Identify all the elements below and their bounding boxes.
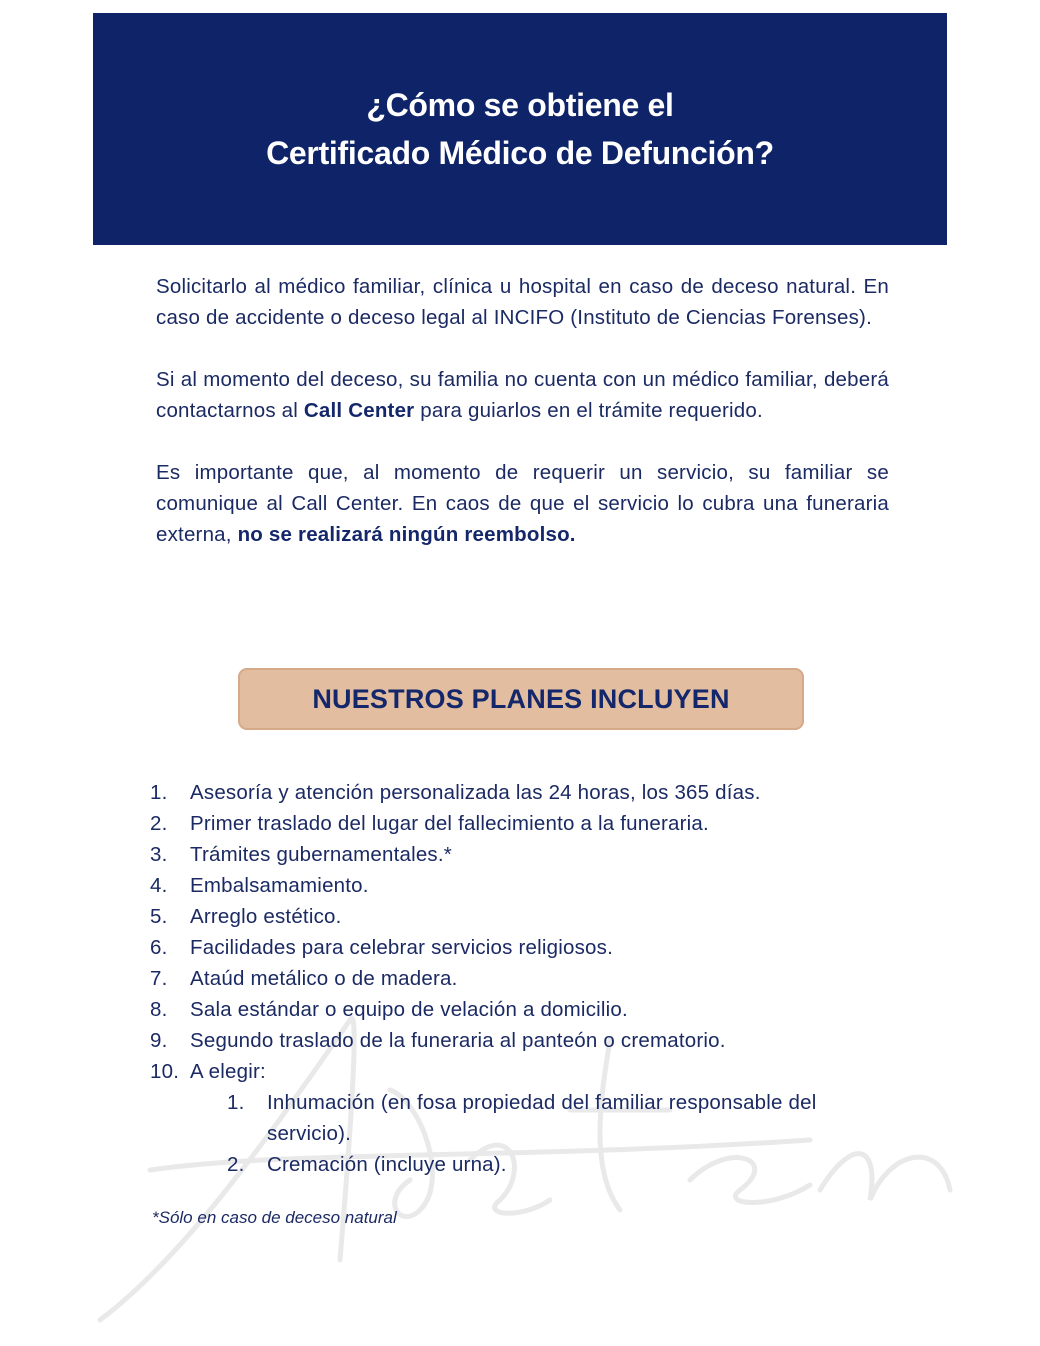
sub-list-item-text: Inhumación (en fosa propiedad del familiar responsable del servicio). xyxy=(267,1091,817,1145)
plans-heading-box xyxy=(238,668,804,730)
list-item-number: 5. xyxy=(150,905,168,928)
no-refund-bold: no se realizará ningún reembolso. xyxy=(237,523,576,546)
sub-list-item xyxy=(227,1149,895,1180)
call-center-bold: Call Center xyxy=(303,399,415,422)
list-item xyxy=(150,839,895,870)
sub-list-item-text: Cremación (incluye urna). xyxy=(267,1153,507,1176)
list-item-number: 2. xyxy=(150,812,168,835)
sub-list-item xyxy=(227,1087,895,1149)
list-item-number: 7. xyxy=(150,967,168,990)
list-item-number: 9. xyxy=(150,1029,168,1052)
list-item xyxy=(150,777,895,808)
list-item xyxy=(150,901,895,932)
list-item-number: 10. xyxy=(150,1060,180,1083)
list-item-text: A elegir: xyxy=(190,1060,266,1083)
paragraph-2-text-end: para guiarlos en el trámite requerido. xyxy=(414,399,763,422)
list-item-text: Ataúd metálico o de madera. xyxy=(190,967,458,990)
list-item xyxy=(150,808,895,839)
sub-list-item-number: 2. xyxy=(227,1153,245,1176)
list-item-text: Sala estándar o equipo de velación a domicilio. xyxy=(190,998,628,1021)
list-item-number: 6. xyxy=(150,936,168,959)
paragraph-3-text-start: Es importante que, al momento de requerir un servicio, su familiar se comunique al Call Center. En caos de que el servicio lo cubra una funeraria externa, xyxy=(156,461,889,546)
plans-list xyxy=(150,777,895,1180)
sub-list-item-number: 1. xyxy=(227,1091,245,1114)
list-item-number: 4. xyxy=(150,874,168,897)
list-item-text: Primer traslado del lugar del fallecimiento a la funeraria. xyxy=(190,812,709,835)
intro-section xyxy=(156,271,889,581)
intro-paragraph-1: Solicitarlo al médico familiar, clínica u hospital en caso de deceso natural. En caso de accidente o deceso legal al INCIFO (Instituto de Ciencias Forenses). xyxy=(156,275,889,329)
list-item-number: 3. xyxy=(150,843,168,866)
list-item-text: Embalsamamiento. xyxy=(190,874,369,897)
list-item-text: Trámites gubernamentales.* xyxy=(190,843,452,866)
page-title-line-2: Certificado Médico de Defunción? xyxy=(266,135,774,171)
list-item-text: Asesoría y atención personalizada las 24 horas, los 365 días. xyxy=(190,781,761,804)
list-item-text: Arreglo estético. xyxy=(190,905,342,928)
intro-paragraph-3 xyxy=(156,457,889,550)
list-item xyxy=(150,870,895,901)
footnote: *Sólo en caso de deceso natural xyxy=(152,1208,397,1227)
list-item-text: Segundo traslado de la funeraria al panteón o crematorio. xyxy=(190,1029,726,1052)
list-item-number: 1. xyxy=(150,781,168,804)
list-item xyxy=(150,994,895,1025)
sub-list xyxy=(150,1087,895,1180)
paragraph-2-text-start: Si al momento del deceso, su familia no cuenta con un médico familiar, deberá contactarnos al xyxy=(156,368,889,422)
list-item xyxy=(150,932,895,963)
page-title xyxy=(266,81,774,177)
list-item-number: 8. xyxy=(150,998,168,1021)
list-item xyxy=(150,963,895,994)
header-band xyxy=(93,13,947,245)
plans-heading: NUESTROS PLANES INCLUYEN xyxy=(312,683,730,714)
list-item xyxy=(150,1025,895,1056)
intro-paragraph-2 xyxy=(156,364,889,426)
list-item-text: Facilidades para celebrar servicios religiosos. xyxy=(190,936,613,959)
list-item xyxy=(150,1056,895,1087)
page-title-line-1: ¿Cómo se obtiene el xyxy=(366,87,674,123)
